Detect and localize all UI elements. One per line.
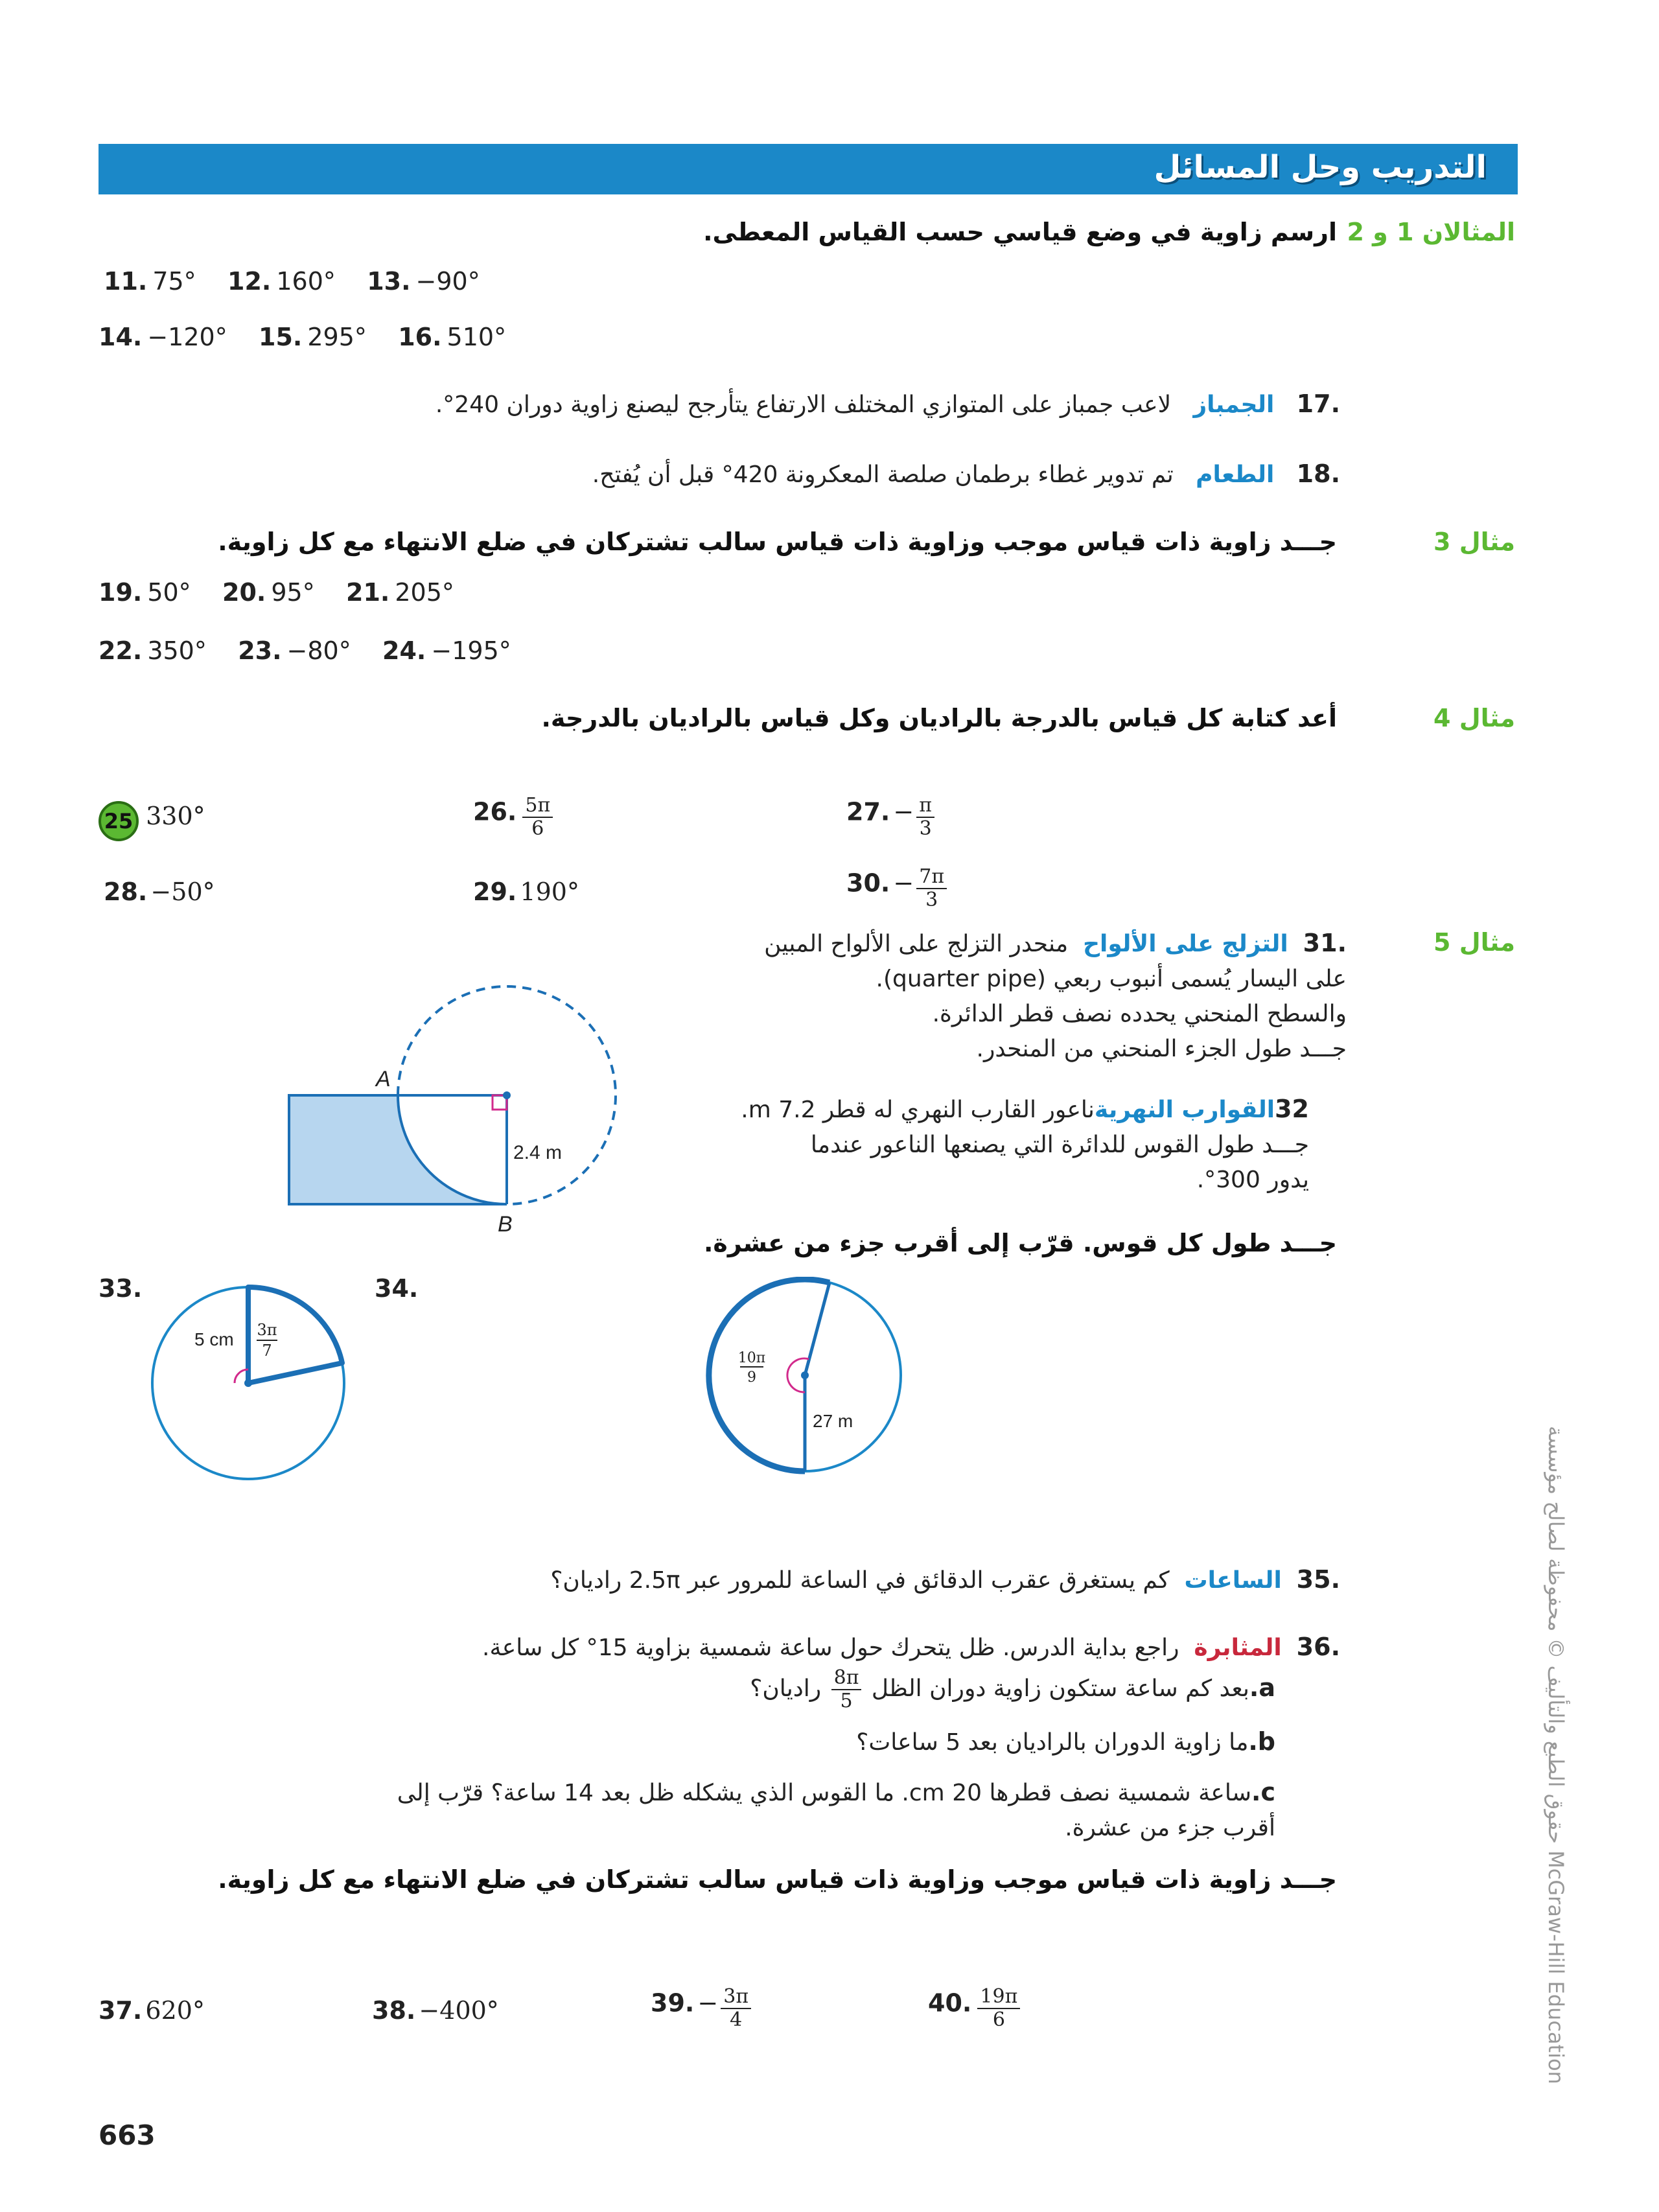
example-label-1-2: المثالان 1 و 2 (1347, 218, 1515, 246)
example-label-3: مثال 3 (1433, 528, 1515, 556)
problem-row-11-13: 11. 75° 12. 160° 13. −90° (104, 267, 480, 296)
problem-row-14-16: 14. −120° 15. 295° 16. 510° (99, 323, 507, 351)
instruction-coterminal: جـــد زاوية ذات قياس موجب وزاوية ذات قياس سالب تشتركان في ضلع الانتهاء مع كل زاوية. (218, 528, 1337, 556)
problem-36c: c.ساعة شمسية نصف قطرها 20 cm. ما القوس الذي يشكله ظل بعد 14 ساعة؟ قرّب إلى أقرب جزء من عشرة. (397, 1778, 1275, 1841)
problem-33-number: 33. (99, 1274, 143, 1303)
instruction-coterminal-2: جـــد زاوية ذات قياس موجب وزاوية ذات قياس سالب تشتركان في ضلع الانتهاء مع كل زاوية. (218, 1865, 1337, 1894)
problem-31: .31 التزلج على الألواح منحدر التزلج على الألواح المبين على اليسار يُسمى أنبوب ربعي (quarter pipe). والسطح المنحني يحدده نصف قطر الدائرة. جـــد طول الجزء المنحني من المنحدر. (764, 929, 1347, 1062)
label-a: A (376, 1067, 391, 1091)
example-label-5: مثال 5 (1433, 928, 1515, 957)
center-34 (801, 1371, 809, 1379)
problem-40: 40. $\frac{19\pi}{6}$ (928, 1986, 1023, 2031)
angle-den-34: 9 (747, 1369, 756, 1386)
quarter-pipe-figure (279, 972, 642, 1251)
radius-label-33: 5 cm (194, 1329, 234, 1349)
problem-row-19-21: 19. 50° 20. 95° 21. 205° (99, 578, 454, 607)
problem-37: 37. 620° (99, 1996, 205, 2025)
problem-18: .18 الطعام تم تدوير غطاء برطمان صلصة المعكرونة 420° قبل أن يُفتح. (592, 460, 1340, 488)
angle-num-34: 10π (737, 1350, 766, 1366)
arc-34 (709, 1279, 830, 1471)
label-b: B (498, 1212, 513, 1237)
problem-36: .36 المثابرة راجع بداية الدرس. ظل يتحرك حول ساعة شمسية بزاوية 15° كل ساعة. (482, 1633, 1340, 1661)
problem-26: 26. $\frac{5\pi}{6}$ (473, 795, 555, 840)
center-point (503, 1091, 511, 1099)
problem-28: 28. −50° (104, 878, 215, 906)
problem-29: 29. 190° (473, 878, 579, 906)
circle-figure-33 (143, 1270, 356, 1491)
section-title: التدريب وحل المسائل (1154, 149, 1487, 185)
instruction-arc-length: جـــد طول كل قوس. قرّب إلى أقرب جزء من عشرة. (703, 1229, 1337, 1257)
angle-num-33: 3π (257, 1321, 277, 1339)
problem-25: 25 330° (99, 801, 205, 841)
problem-27: 27. − $\frac{\pi}{3}$ (846, 795, 937, 840)
ramp-shape (289, 1095, 507, 1204)
circle-figure-34 (693, 1277, 907, 1491)
problem-34-number: 34. (375, 1274, 419, 1303)
instruction-convert: أعد كتابة كل قياس بالدرجة بالراديان وكل قياس بالراديان بالدرجة. (541, 704, 1337, 732)
problem-39: 39. − $\frac{3\pi}{4}$ (651, 1986, 754, 2031)
radius-line-34a (805, 1283, 830, 1375)
instruction-draw-angle: ارسم زاوية في وضع قياسي حسب القياس المعطى. (703, 218, 1337, 246)
problem-25-badge: 25 (99, 801, 139, 841)
problem-36a: a.بعد كم ساعة ستكون زاوية دوران الظل $\frac{8\pi}{5}$ راديان؟ (750, 1666, 1275, 1712)
problem-38: 38. −400° (372, 1996, 499, 2025)
problem-row-22-24: 22. 350° 23. −80° 24. −195° (99, 636, 511, 665)
angle-den-33: 7 (262, 1342, 272, 1360)
problem-32: 32القوارب النهريةناعور القارب النهري له قطر 7.2 m. جـــد طول القوس للدائرة التي يصنعها الناعور عندما يدور 300°. (741, 1095, 1309, 1193)
problem-30: 30. − $\frac{7\pi}{3}$ (846, 866, 949, 911)
problem-17: .17 الجمباز لاعب جمباز على المتوازي المختلف الارتفاع يتأرجح ليصنع زاوية دوران 240°. (435, 390, 1340, 418)
example-label-4: مثال 4 (1433, 704, 1515, 732)
problem-36b: b.ما زاوية الدوران بالراديان بعد 5 ساعات؟ (856, 1727, 1275, 1756)
section-header-bar (99, 144, 1518, 194)
page-number: 663 (99, 2119, 156, 2151)
copyright-sidebar: حقوق الطبع والتأليف © محفوظة لصالح مؤسسة McGraw-Hill Education (1544, 1426, 1568, 2084)
radius-label: 2.4 m (513, 1142, 563, 1163)
radius-label-34: 27 m (813, 1411, 853, 1431)
problem-35: .35 الساعات كم يستغرق عقرب الدقائق في الساعة للمرور عبر 2.5π راديان؟ (550, 1565, 1340, 1594)
center-33 (244, 1379, 252, 1387)
